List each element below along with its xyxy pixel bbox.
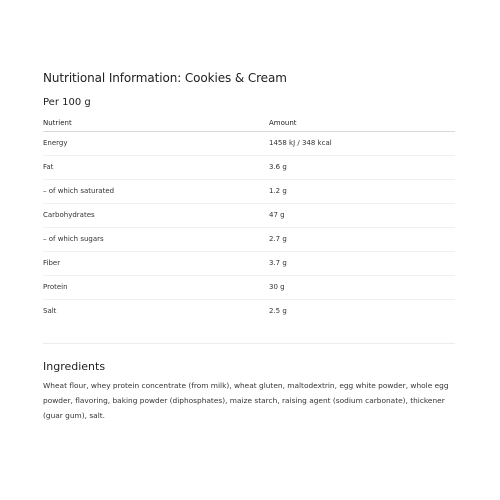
nutrient-amount: 2.5 g [269, 307, 287, 315]
nutrient-amount: 3.7 g [269, 252, 455, 276]
nutrient-name: – of which sugars [43, 228, 269, 252]
nutrient-name: – of which saturated [43, 180, 269, 204]
nutrition-section [43, 70, 455, 323]
table-row [43, 156, 455, 180]
table-header-row [43, 115, 455, 132]
nutrient-amount: 47 g [269, 204, 455, 228]
column-header-amount: Amount [269, 115, 455, 132]
nutrient-name: Energy [43, 132, 269, 156]
nutrient-name: Salt [43, 307, 57, 315]
ingredients-heading: Ingredients [43, 360, 106, 373]
ingredients-text: Wheat flour, whey protein concentrate (from milk), wheat gluten, maltodextrin, egg white powder, whole egg powder, flavoring, baking powder (diphosphates), maize starch, raising agent (sodium carbonate), thickener (guar gum), salt. [43, 381, 449, 420]
nutrient-amount: 1.2 g [269, 180, 455, 204]
page-title: Nutritional Information: Cookies & Cream [43, 71, 287, 85]
ingredients-section [43, 358, 455, 423]
nutrient-amount: 2.7 g [269, 228, 455, 252]
column-header-nutrient: Nutrient [43, 115, 269, 132]
table-row [43, 276, 455, 300]
nutrition-table [43, 115, 455, 323]
nutrient-name: Protein [43, 276, 269, 300]
section-divider [43, 343, 455, 344]
nutrient-name: Fiber [43, 252, 269, 276]
nutrient-name: Fat [43, 156, 269, 180]
table-row [43, 204, 455, 228]
table-row [43, 228, 455, 252]
table-row [43, 252, 455, 276]
nutrient-amount: 3.6 g [269, 156, 455, 180]
table-row [43, 180, 455, 204]
table-row [43, 300, 455, 324]
nutrient-name: Carbohydrates [43, 204, 269, 228]
nutrient-amount: 30 g [269, 276, 455, 300]
nutrient-amount: 1458 kJ / 348 kcal [269, 132, 455, 156]
table-row [43, 132, 455, 156]
per-serving-label: Per 100 g [43, 97, 91, 108]
